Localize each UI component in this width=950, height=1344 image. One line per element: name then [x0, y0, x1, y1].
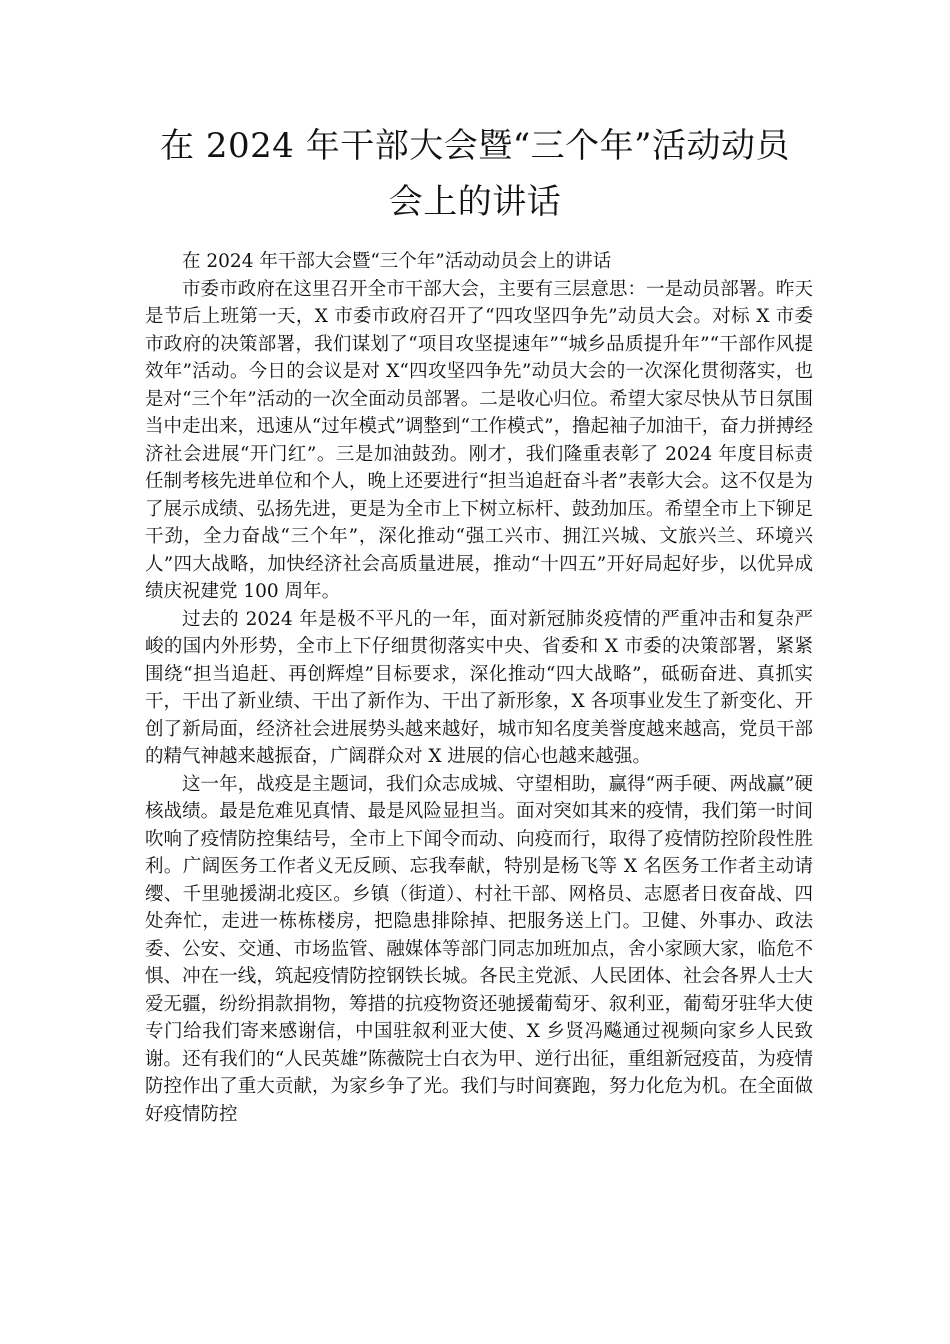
paragraph-1: 市委市政府在这里召开全市干部大会，主要有三层意思：一是动员部署。昨天是节后上班第一天，X 市委市政府召开了“四攻坚四争先”动员大会。对标 X 市委市政府的决策部署，我们谋划了“项目攻坚提速年”“城乡品质提升年”“干部作风提效年”活动。今日的会议是对 X“四攻坚四争先”动员大会的一次深化贯彻落实，也是对“三个年”活动的一次全面动员部署。二是收心归位。希望大家尽快从节日氛围当中走出来，迅速从“过年模式”调整到“工作模式”，撸起袖子加油干，奋力拼搏经济社会进展“开门红”。三是加油鼓劲。刚才，我们隆重表彰了 2024 年度目标责任制考核先进单位和个人，晚上还要进行“担当追赶奋斗者”表彰大会。这不仅是为了展示成绩、弘扬先进，更是为全市上下树立标杆、鼓劲加压。希望全市上下铆足干劲，全力奋战“三个年”，深化推动“强工兴市、拥江兴城、文旅兴兰、环境兴人”四大战略，加快经济社会高质量进展，推动“十四五”开好局起好步，以优异成绩庆祝建党 100 周年。 [145, 278, 813, 602]
title-line-2: 会上的讲话 [388, 182, 562, 222]
document-body [145, 248, 813, 1128]
document-subtitle: 在 2024 年干部大会暨“三个年”活动动员会上的讲话 [182, 251, 612, 272]
document-title [120, 118, 830, 230]
paragraph-3: 这一年，战疫是主题词，我们众志成城、守望相助，赢得“两手硬、两战赢”硬核战绩。最是危难见真情、最是风险显担当。面对突如其来的疫情，我们第一时间吹响了疫情防控集结号，全市上下闻令而动、向疫而行，取得了疫情防控阶段性胜利。广阔医务工作者义无反顾、忘我奉献，特别是杨飞等 X 名医务工作者主动请缨、千里驰援湖北疫区。乡镇（街道）、村社干部、网格员、志愿者日夜奋战、四处奔忙，走进一栋栋楼房，把隐患排除掉、把服务送上门。卫健、外事办、政法委、公安、交通、市场监管、融媒体等部门同志加班加点，舍小家顾大家，临危不惧、冲在一线，筑起疫情防控钢铁长城。各民主党派、人民团体、社会各界人士大爱无疆，纷纷捐款捐物，筹措的抗疫物资还驰援葡萄牙、叙利亚，葡萄牙驻华大使专门给我们寄来感谢信，中国驻叙利亚大使、X 乡贤冯飚通过视频向家乡人民致谢。还有我们的“人民英雄”陈薇院士白衣为甲、逆行出征，重组新冠疫苗，为疫情防控作出了重大贡献，为家乡争了光。我们与时间赛跑，努力化危为机。在全面做好疫情防控 [145, 773, 813, 1125]
paragraph-2: 过去的 2024 年是极不平凡的一年，面对新冠肺炎疫情的严重冲击和复杂严峻的国内外形势，全市上下仔细贯彻落实中央、省委和 X 市委的决策部署，紧紧围绕“担当追赶、再创辉煌”目标要求，深化推动“四大战略”，砥砺奋进、真抓实干，干出了新业绩、干出了新作为、干出了新形象，X 各项事业发生了新变化、开创了新局面，经济社会进展势头越来越好，城市知名度美誉度越来越高，党员干部的精气神越来越振奋，广阔群众对 X 进展的信心也越来越强。 [145, 608, 813, 767]
title-line-1: 在 2024 年干部大会暨“三个年”活动动员 [160, 126, 790, 166]
